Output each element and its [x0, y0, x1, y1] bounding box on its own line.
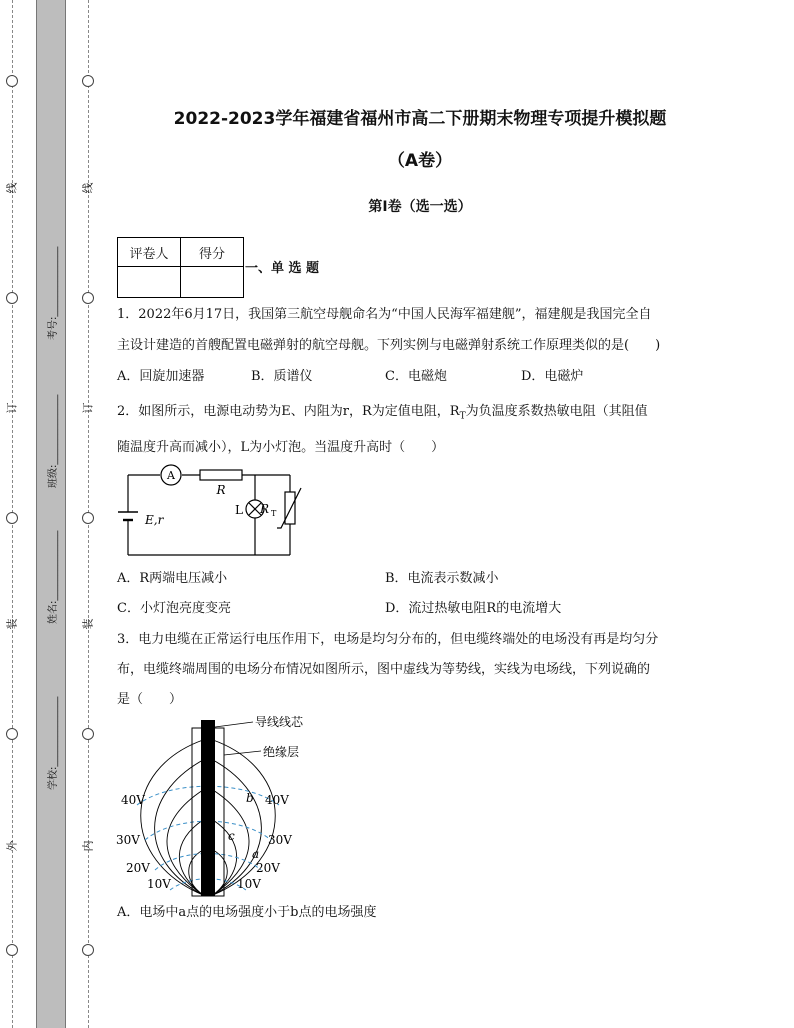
q1-option-a[interactable]: A．回旋加速器: [117, 369, 205, 384]
q2-circuit-diagram: [115, 462, 305, 562]
score-header: 得分: [181, 238, 244, 267]
svg-text:30V: 30V: [116, 833, 140, 847]
margin-char-outer: 外: [5, 840, 19, 852]
svg-text:20V: 20V: [126, 861, 150, 875]
q2-option-b[interactable]: B．电流表示数减小: [385, 571, 499, 586]
svg-text:E,r: E,r: [145, 513, 164, 527]
margin-char-outer: 线: [5, 182, 19, 194]
exam-number-field[interactable]: 考号:______________: [48, 246, 59, 340]
cable-core: [201, 720, 215, 896]
svg-text:R: R: [216, 483, 226, 497]
svg-text:10V: 10V: [237, 877, 261, 891]
svg-text:40V: 40V: [121, 793, 145, 807]
binding-hole: [6, 75, 18, 87]
margin-char-inner: 内: [81, 840, 95, 852]
svg-text:40V: 40V: [265, 793, 289, 807]
part-label: 一、单 选 题: [245, 261, 320, 276]
svg-text:T: T: [271, 509, 277, 518]
binding-band: [36, 0, 66, 1028]
svg-text:A: A: [167, 469, 175, 482]
margin-char-inner: 订: [81, 402, 95, 414]
svg-text:c: c: [228, 829, 235, 843]
q1-stem-line1: 1．2022年6月17日，我国第三航空母舰命名为“中国人民海军福建舰”，福建舰是我国完全自: [117, 307, 652, 322]
ammeter-icon: [161, 465, 181, 485]
q3-stem-line3: 是（ ）: [117, 692, 183, 707]
reviewer-header: 评卷人: [118, 238, 181, 267]
school-field[interactable]: 学校:______________: [48, 696, 59, 790]
svg-text:10V: 10V: [147, 877, 171, 891]
binding-hole: [6, 512, 18, 524]
binding-hole: [82, 292, 94, 304]
svg-text:a: a: [252, 847, 260, 861]
svg-text:b: b: [246, 791, 254, 805]
svg-text:20V: 20V: [256, 861, 280, 875]
page-subtitle: （A卷）: [387, 151, 453, 171]
margin-char-outer: 订: [5, 402, 19, 414]
q2-stem-line1: 2．如图所示，电源电动势为E、内阻为r，R为定值电阻，$R_T$为负温度系数热敏电阻（其阻值: [117, 404, 648, 422]
svg-text:导线线芯: 导线线芯: [255, 715, 304, 729]
page-title: 2022-2023学年福建省福州市高二下册期末物理专项提升模拟题: [173, 109, 667, 129]
q2-stem-line2: 随温度升高而减小），L为小灯泡。当温度升高时（ ）: [117, 440, 445, 455]
svg-text:绝缘层: 绝缘层: [263, 745, 300, 759]
class-field[interactable]: 班级:______________: [48, 394, 59, 488]
margin-char-outer: 装: [5, 618, 19, 630]
binding-hole: [82, 75, 94, 87]
margin-char-inner: 装: [81, 618, 95, 630]
svg-text:30V: 30V: [268, 833, 292, 847]
q2-option-d[interactable]: D．流过热敏电阻R的电流增大: [385, 601, 562, 616]
margin-char-inner: 线: [81, 182, 95, 194]
thermistor-icon: [277, 488, 301, 528]
binding-hole: [6, 728, 18, 740]
q2-option-a[interactable]: A．R两端电压减小: [117, 571, 228, 586]
q3-cable-field-figure: [115, 710, 345, 900]
binding-hole: [82, 512, 94, 524]
reviewer-cell[interactable]: [118, 267, 181, 298]
name-field[interactable]: 姓名:______________: [48, 530, 59, 624]
resistor-icon: [200, 470, 242, 480]
q1-option-c[interactable]: C．电磁炮: [385, 369, 447, 384]
binding-hole: [6, 292, 18, 304]
score-cell[interactable]: [181, 267, 244, 298]
binding-hole: [6, 944, 18, 956]
battery-icon: [118, 512, 138, 520]
q1-stem-line2: 主设计建造的首艘配置电磁弹射的航空母舰。下列实例与电磁弹射系统工作原理类似的是( ): [117, 338, 661, 353]
q1-option-d[interactable]: D．电磁炉: [521, 369, 584, 384]
svg-text:R: R: [259, 502, 269, 516]
q2-option-c[interactable]: C．小灯泡亮度变亮: [117, 601, 231, 616]
q1-option-b[interactable]: B．质谱仪: [251, 369, 313, 384]
q3-stem-line2: 布，电缆终端周围的电场分布情况如图所示，图中虚线为等势线，实线为电场线，下列说确的: [117, 662, 651, 677]
q3-option-a[interactable]: A．电场中a点的电场强度小于b点的电场强度: [117, 905, 377, 920]
binding-hole: [82, 728, 94, 740]
svg-text:L: L: [235, 503, 243, 517]
binding-hole: [82, 944, 94, 956]
section-title: 第I卷（选一选）: [368, 199, 472, 215]
score-table: [117, 237, 244, 298]
q3-stem-line1: 3．电力电缆在正常运行电压作用下，电场是均匀分布的，但电缆终端处的电场没有再是均匀分: [117, 632, 659, 647]
